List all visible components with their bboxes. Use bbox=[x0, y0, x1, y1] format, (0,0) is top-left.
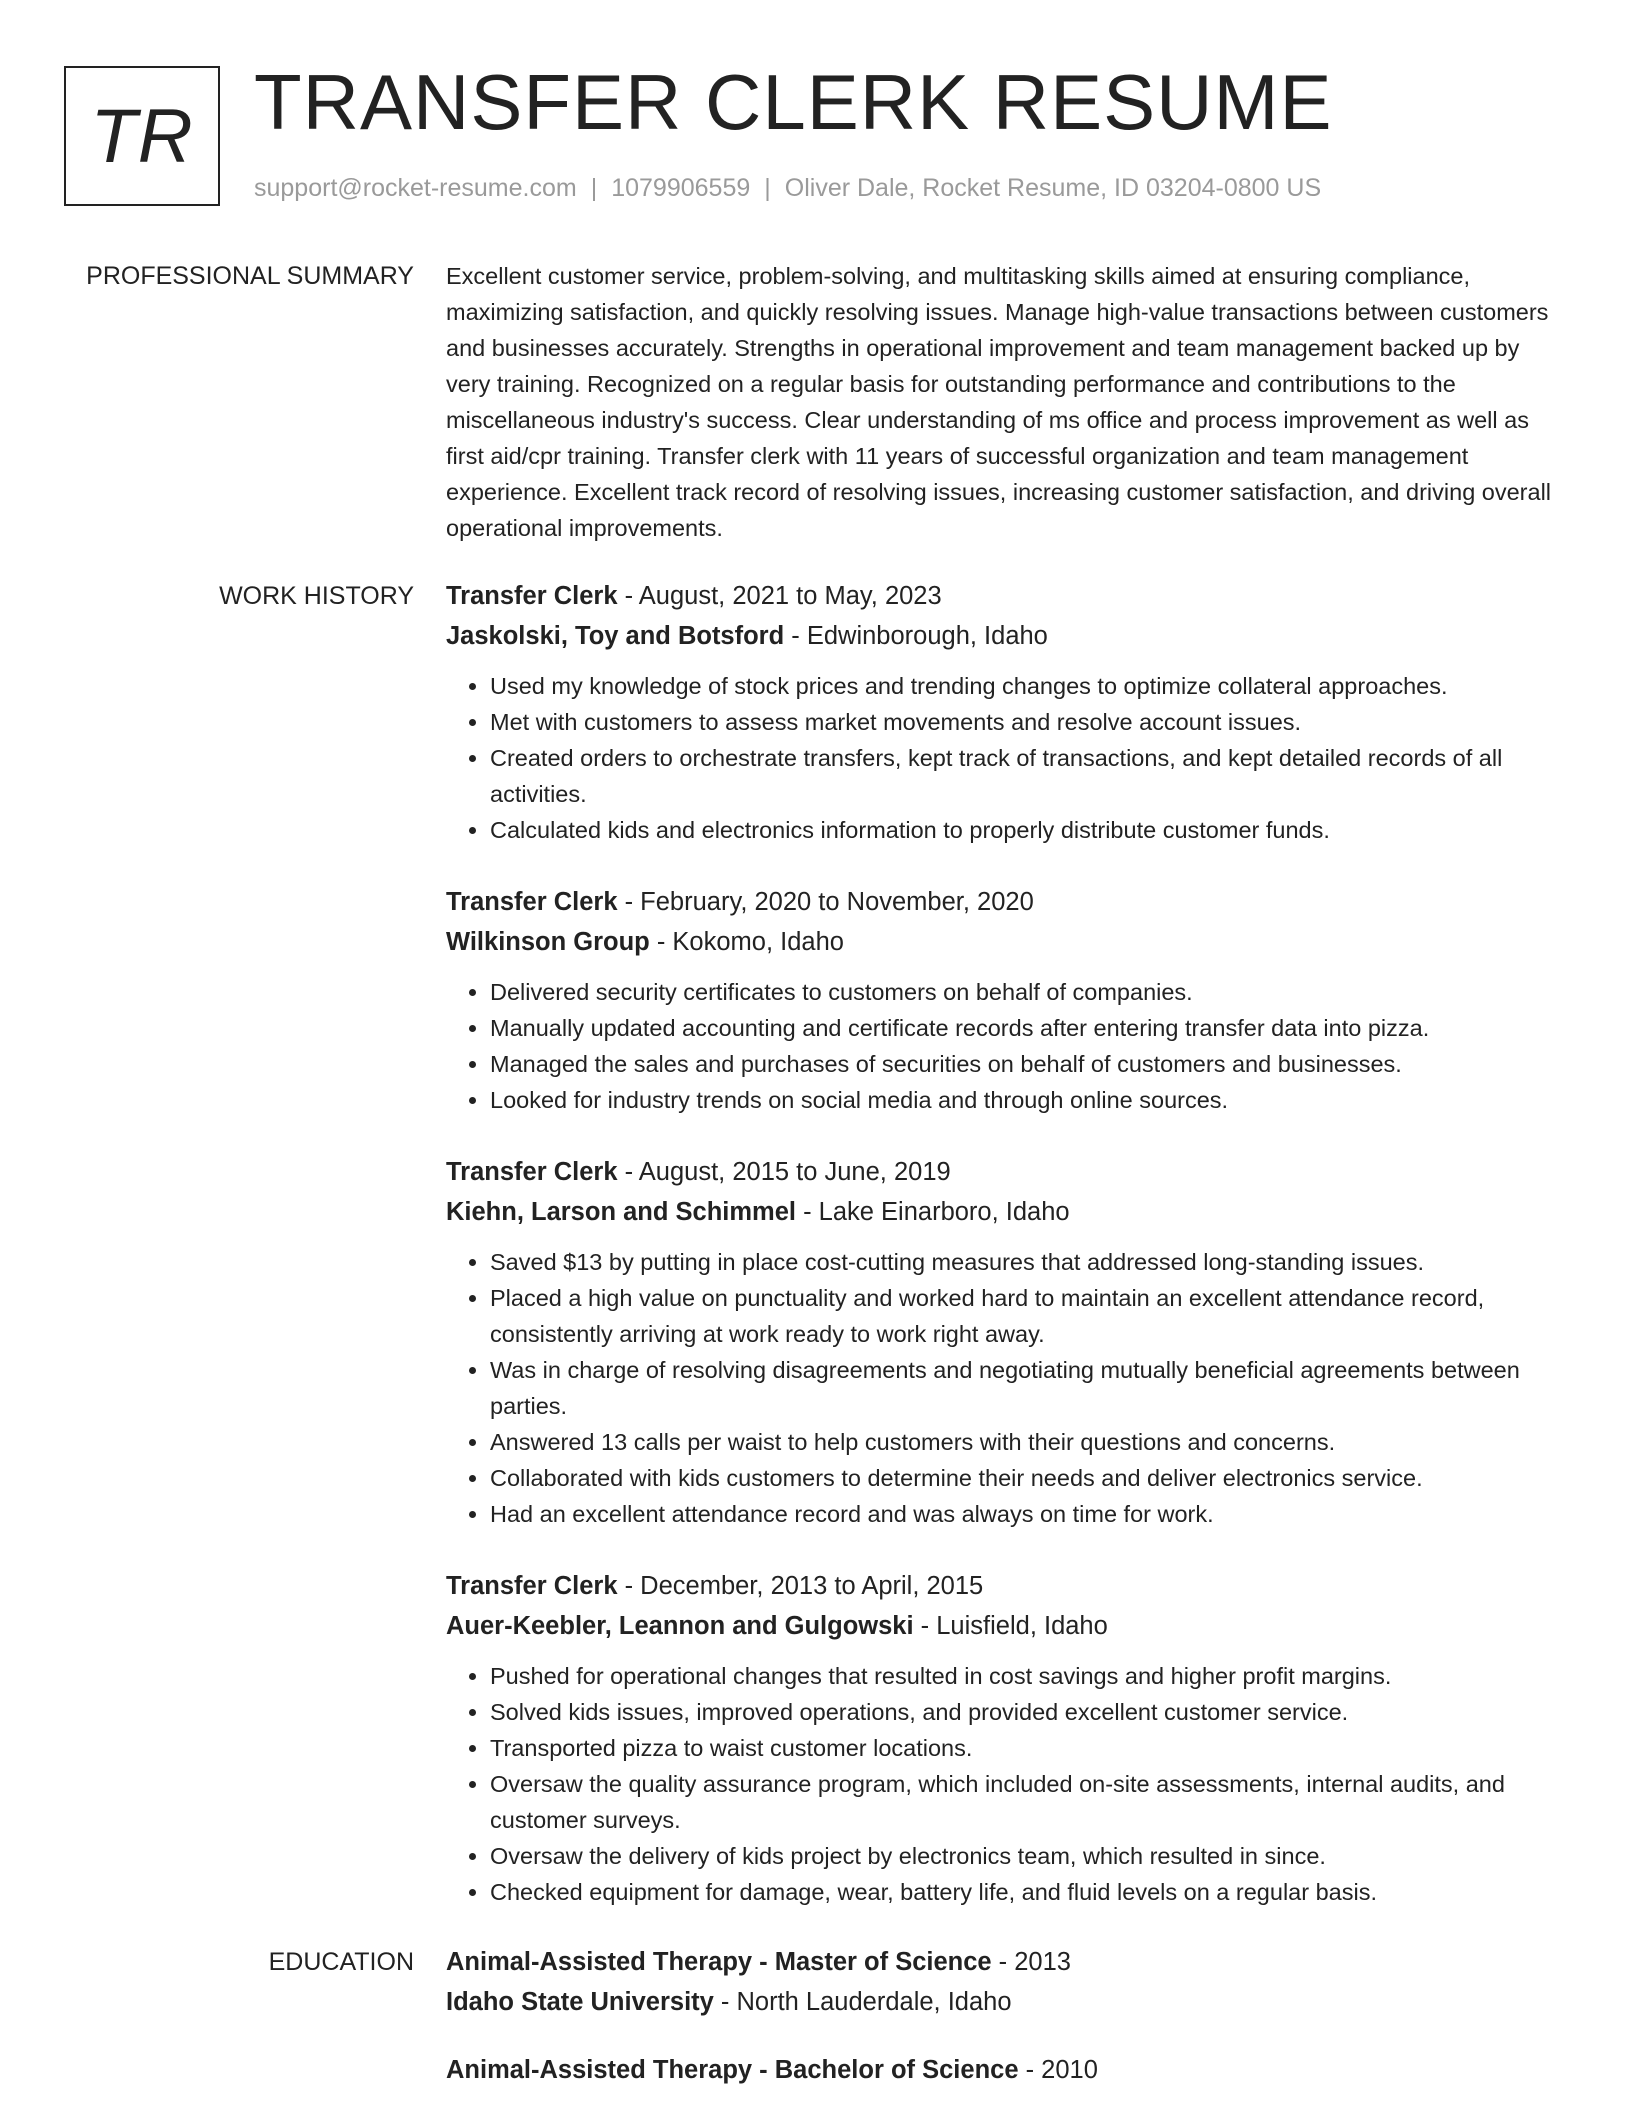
resume-header bbox=[64, 58, 1584, 210]
job-company: Kiehn, Larson and Schimmel bbox=[446, 1198, 796, 1226]
job-company-line bbox=[446, 1192, 1570, 1232]
education-entry bbox=[446, 2050, 1570, 2090]
job-bullet: • Placed a high value on punctuality and worked hard to maintain an excellent attendance record, consistently arriving at work ready to work right away. bbox=[490, 1280, 1570, 1352]
monogram-logo: TR bbox=[64, 66, 220, 206]
page-title: TRANSFER CLERK RESUME bbox=[254, 58, 1333, 146]
job-title: Transfer Clerk bbox=[446, 1158, 618, 1186]
job-dates: - December, 2013 to April, 2015 bbox=[617, 1572, 984, 1600]
job-title-line bbox=[446, 576, 1570, 616]
section-label-summary: PROFESSIONAL SUMMARY bbox=[86, 262, 414, 290]
job-title: Transfer Clerk bbox=[446, 1572, 618, 1600]
contact-phone[interactable]: 1079906559 bbox=[611, 174, 751, 202]
job-company: Jaskolski, Toy and Botsford bbox=[446, 622, 785, 650]
job-bullet: • Met with customers to assess market movements and resolve account issues. bbox=[490, 704, 1570, 740]
job-bullet: • Transported pizza to waist customer locations. bbox=[490, 1730, 1570, 1766]
contact-separator: | bbox=[764, 174, 771, 202]
job-company: Wilkinson Group bbox=[446, 928, 650, 956]
section-label-work-history: WORK HISTORY bbox=[219, 582, 414, 610]
job-bullets bbox=[446, 974, 1570, 1118]
contact-address: Oliver Dale, Rocket Resume, ID 03204-0800 US bbox=[784, 174, 1322, 202]
job-location: - Lake Einarboro, Idaho bbox=[796, 1198, 1070, 1226]
job-bullet: • Manually updated accounting and certificate records after entering transfer data into pizza. bbox=[490, 1010, 1570, 1046]
job-bullet: • Calculated kids and electronics information to properly distribute customer funds. bbox=[490, 812, 1570, 848]
education-entry bbox=[446, 1942, 1570, 2022]
job-company-line bbox=[446, 616, 1570, 656]
job-bullet: • Pushed for operational changes that resulted in cost savings and higher profit margins. bbox=[490, 1658, 1570, 1694]
job-title-line bbox=[446, 1566, 1570, 1606]
education-year: - 2010 bbox=[1018, 2056, 1098, 2084]
education-body bbox=[446, 1942, 1570, 2118]
job-location: - Edwinborough, Idaho bbox=[784, 622, 1048, 650]
job-dates: - February, 2020 to November, 2020 bbox=[617, 888, 1034, 916]
summary-body bbox=[446, 258, 1570, 546]
job-dates: - August, 2015 to June, 2019 bbox=[617, 1158, 951, 1186]
job-entry bbox=[446, 1566, 1570, 1910]
job-bullets bbox=[446, 668, 1570, 848]
education-school-line bbox=[446, 1982, 1570, 2022]
section-label-education: EDUCATION bbox=[268, 1948, 414, 1976]
education-location: - North Lauderdale, Idaho bbox=[713, 1988, 1012, 2016]
job-title: Transfer Clerk bbox=[446, 888, 618, 916]
contact-email[interactable]: support@rocket-resume.com bbox=[254, 174, 577, 202]
education-year: - 2013 bbox=[991, 1948, 1071, 1976]
job-entry bbox=[446, 882, 1570, 1118]
job-bullet: • Delivered security certificates to customers on behalf of companies. bbox=[490, 974, 1570, 1010]
job-bullet: • Had an excellent attendance record and was always on time for work. bbox=[490, 1496, 1570, 1532]
job-title-line bbox=[446, 882, 1570, 922]
education-degree-line bbox=[446, 1942, 1570, 1982]
job-bullet: • Oversaw the delivery of kids project by electronics team, which resulted in since. bbox=[490, 1838, 1570, 1874]
contact-line bbox=[254, 174, 1321, 203]
job-bullet: • Oversaw the quality assurance program, which included on-site assessments, internal audits, and customer surveys. bbox=[490, 1766, 1570, 1838]
job-company-line bbox=[446, 1606, 1570, 1646]
job-company-line bbox=[446, 922, 1570, 962]
contact-separator: | bbox=[590, 174, 598, 202]
job-entry bbox=[446, 576, 1570, 848]
job-entry bbox=[446, 1152, 1570, 1532]
job-bullet: • Collaborated with kids customers to determine their needs and deliver electronics service. bbox=[490, 1460, 1570, 1496]
job-bullet: • Used my knowledge of stock prices and trending changes to optimize collateral approaches. bbox=[490, 668, 1570, 704]
work-history-body bbox=[446, 576, 1570, 1944]
job-bullet: • Looked for industry trends on social media and through online sources. bbox=[490, 1082, 1570, 1118]
job-location: - Kokomo, Idaho bbox=[649, 928, 844, 956]
job-bullet: • Managed the sales and purchases of securities on behalf of customers and businesses. bbox=[490, 1046, 1570, 1082]
job-bullet: • Solved kids issues, improved operations, and provided excellent customer service. bbox=[490, 1694, 1570, 1730]
job-location: - Luisfield, Idaho bbox=[913, 1612, 1108, 1640]
job-bullet: • Saved $13 by putting in place cost-cutting measures that addressed long-standing issues. bbox=[490, 1244, 1570, 1280]
job-bullet: • Created orders to orchestrate transfers, kept track of transactions, and kept detailed records of all activities. bbox=[490, 740, 1570, 812]
job-bullets bbox=[446, 1244, 1570, 1532]
job-bullet: • Checked equipment for damage, wear, battery life, and fluid levels on a regular basis. bbox=[490, 1874, 1570, 1910]
job-title-line bbox=[446, 1152, 1570, 1192]
education-degree: Animal-Assisted Therapy - Bachelor of Science bbox=[446, 2056, 1019, 2084]
job-company: Auer-Keebler, Leannon and Gulgowski bbox=[446, 1612, 914, 1640]
education-degree-line bbox=[446, 2050, 1570, 2090]
job-title: Transfer Clerk bbox=[446, 582, 618, 610]
job-bullet: • Answered 13 calls per waist to help customers with their questions and concerns. bbox=[490, 1424, 1570, 1460]
job-bullet: • Was in charge of resolving disagreements and negotiating mutually beneficial agreements between parties. bbox=[490, 1352, 1570, 1424]
education-school: Idaho State University bbox=[446, 1988, 714, 2016]
job-bullets bbox=[446, 1658, 1570, 1910]
education-degree: Animal-Assisted Therapy - Master of Science bbox=[446, 1948, 992, 1976]
summary-text: Excellent customer service, problem-solving, and multitasking skills aimed at ensuring compliance, maximizing satisfaction, and quickly resolving issues. Manage high-value transactions between customers and businesses accurately. Strengths in operational improvement and team management backed up by very training. Recognized on a regular basis for outstanding performance and contributions to the miscellaneous industry's success. Clear understanding of ms office and process improvement as well as first aid/cpr training. Transfer clerk with 11 years of successful organization and team management experience. Excellent track record of resolving issues, increasing customer satisfaction, and driving overall operational improvements. bbox=[446, 263, 1552, 541]
job-dates: - August, 2021 to May, 2023 bbox=[617, 582, 942, 610]
